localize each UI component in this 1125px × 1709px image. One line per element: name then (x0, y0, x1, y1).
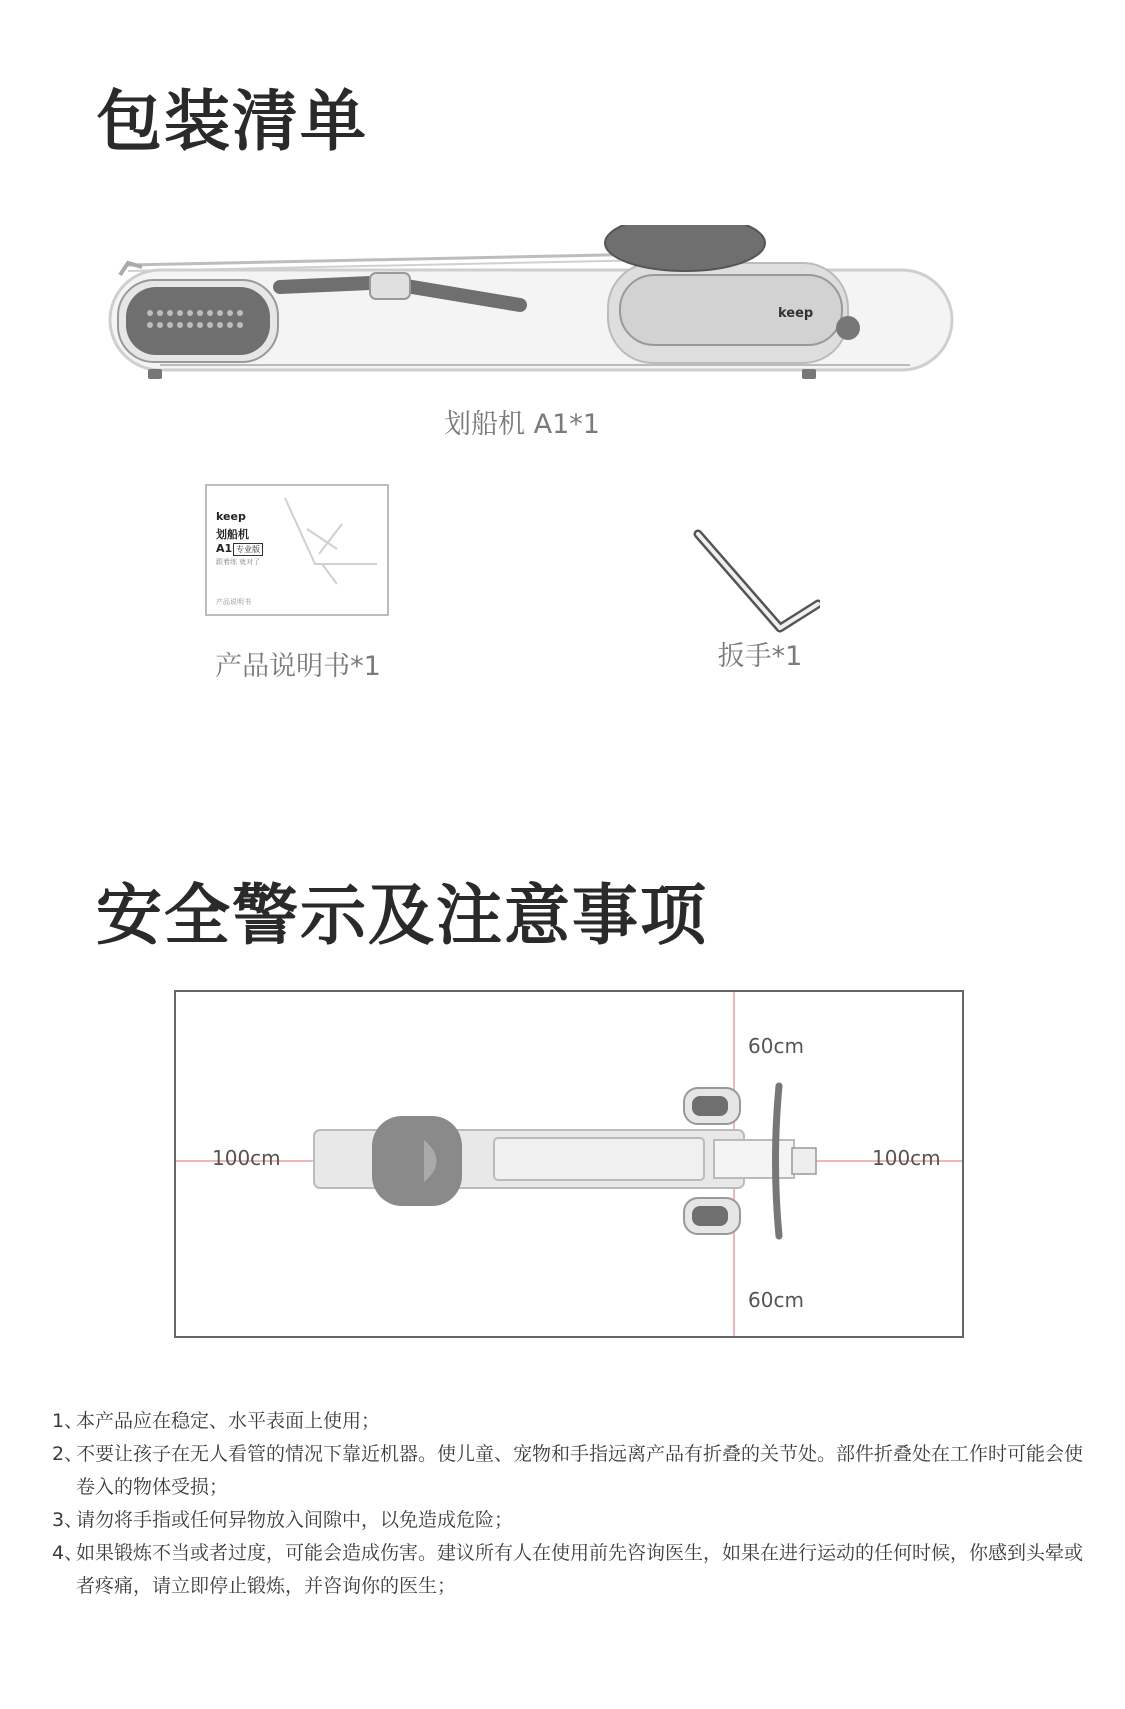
warning-number: 2、 (52, 1443, 84, 1465)
wrench-illustration (690, 528, 820, 638)
rower-side-illustration (100, 225, 960, 395)
rower-caption: 划船机 A1*1 (444, 409, 600, 440)
manual-title: 划船机 (216, 528, 249, 541)
warning-item (52, 1405, 1092, 1438)
rower-logo: keep (778, 306, 814, 321)
left-clearance-label: 100cm (212, 1146, 281, 1170)
safety-title: 安全警示及注意事项 (96, 877, 708, 954)
warning-text: 请勿将手指或任何异物放入间隙中，以免造成危险； (76, 1509, 514, 1531)
right-clearance-label: 100cm (872, 1146, 941, 1170)
manual-edition-badge: 专业版 (233, 543, 263, 556)
manual-brand: keep (216, 510, 246, 523)
manual-model: A1 (216, 542, 233, 555)
warning-text: 不要让孩子在无人看管的情况下靠近机器。使儿童、宠物和手指远离产品有折叠的关节处。部件折叠处在工作时可能会使卷入的物体受损； (76, 1443, 1084, 1498)
wrench-caption: 扳手*1 (717, 641, 803, 672)
manual-slogan: 跟着练 就对了 (216, 558, 261, 566)
warning-number: 4、 (52, 1542, 84, 1564)
warning-text: 本产品应在稳定、水平表面上使用； (76, 1410, 381, 1432)
warning-list (52, 1405, 1092, 1603)
packing-list-title: 包装清单 (96, 83, 368, 160)
manual-rower-sketch (277, 494, 387, 609)
manual-caption: 产品说明书*1 (215, 651, 381, 682)
clearance-diagram (174, 990, 964, 1338)
manual-footer: 产品说明书 (216, 598, 251, 606)
warning-item (52, 1504, 1092, 1537)
top-clearance-label: 60cm (748, 1034, 804, 1058)
warning-item (52, 1537, 1092, 1603)
bottom-clearance-label: 60cm (748, 1288, 804, 1312)
manual-cover (205, 484, 389, 616)
warning-number: 1、 (52, 1410, 84, 1432)
warning-number: 3、 (52, 1509, 84, 1531)
warning-text: 如果锻炼不当或者过度，可能会造成伤害。建议所有人在使用前先咨询医生，如果在进行运动的任何时候，你感到头晕或者疼痛，请立即停止锻炼，并咨询你的医生； (76, 1542, 1084, 1597)
warning-item (52, 1438, 1092, 1504)
